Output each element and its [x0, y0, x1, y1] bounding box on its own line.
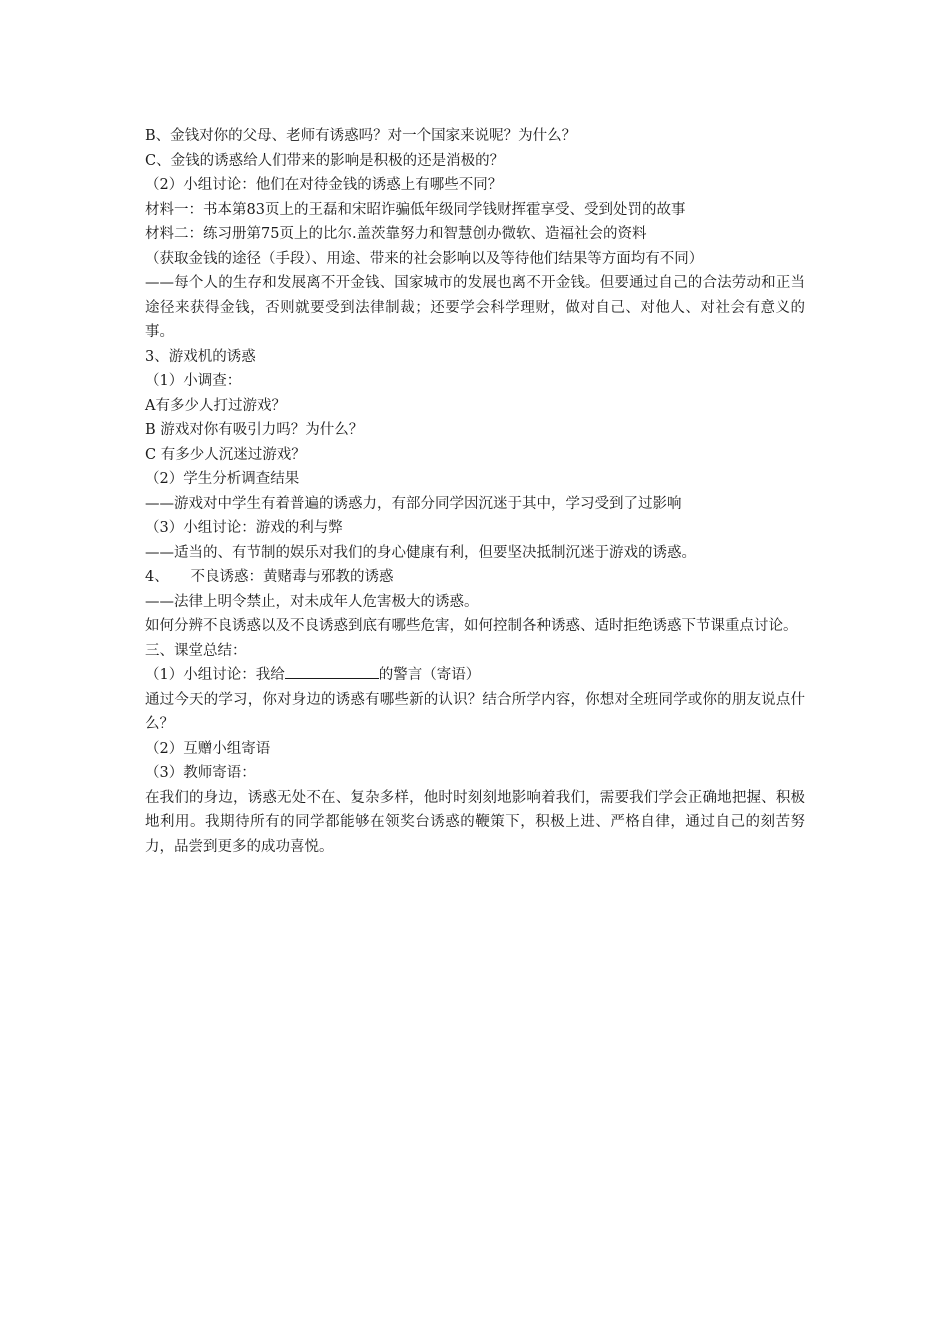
material-one: 材料一：书本第83页上的王磊和宋昭诈骗低年级同学钱财挥霍享受、受到处罚的故事	[145, 201, 686, 218]
bad-temptation-note: ——法律上明令禁止，对未成年人危害极大的诱惑。	[145, 593, 479, 610]
survey-analysis-result: ——游戏对中学生有着普遍的诱惑力，有部分同学因沉迷于其中，学习受到了过影响	[145, 495, 682, 512]
fill-in-blank	[285, 664, 379, 679]
group-discussion-money: （2）小组讨论：他们在对待金钱的诱惑上有哪些不同？	[145, 177, 503, 193]
survey-question-b: B 游戏对你有吸引力吗？为什么？	[145, 422, 364, 438]
section-bad-temptation-heading: 4、 不良诱惑：黄赌毒与邪教的诱惑	[145, 569, 394, 585]
question-c: C、金钱的诱惑给人们带来的影响是积极的还是消极的？	[145, 152, 505, 169]
summary-question: 通过今天的学习，你对身边的诱惑有哪些新的认识？结合所学内容，你想对全班同学或你的朋友说点什么？	[145, 691, 805, 732]
survey-heading: （1）小调查：	[145, 373, 242, 389]
material-note: （获取金钱的途径（手段）、用途、带来的社会影响以及等待他们结果等方面均有不同）	[145, 250, 704, 267]
game-discussion-heading: （3）小组讨论：游戏的利与弊	[145, 520, 343, 536]
next-lesson-note: 如何分辨不良诱惑以及不良诱惑到底有哪些危害，如何控制各种诱惑、适时拒绝诱惑下节课重点讨论。	[145, 618, 798, 634]
summary-heading: 三、课堂总结：	[145, 642, 247, 659]
summary-item-3: （3）教师寄语：	[145, 765, 256, 781]
game-discussion-result: ——适当的、有节制的娱乐对我们的身心健康有利，但要坚决抵制沉迷于游戏的诱惑。	[145, 544, 696, 561]
summary-item-1	[145, 663, 805, 688]
survey-question-c: C 有多少人沉迷过游戏？	[145, 446, 306, 463]
survey-analysis-heading: （2）学生分析调查结果	[145, 471, 300, 487]
question-b: B、金钱对你的父母、老师有诱惑吗？对一个国家来说呢？为什么？	[145, 128, 577, 144]
money-conclusion: ——每个人的生存和发展离不开金钱、国家城市的发展也离不开金钱。但要通过自己的合法劳动和正当途径来获得金钱，否则就要受到法律制裁；还要学会科学理财，做对自己、对他人、对社会有意义的事。	[145, 275, 805, 340]
document-page	[145, 124, 805, 859]
survey-question-a: A有多少人打过游戏？	[145, 397, 286, 414]
closing-paragraph: 在我们的身边，诱惑无处不在、复杂多样，他时时刻刻地影响着我们，需要我们学会正确地把握、积极地利用。我期待所有的同学都能够在领奖台诱惑的鞭策下，积极上进、严格自律，通过自己的刻苦努力，品尝到更多的成功喜悦。	[145, 789, 805, 855]
section-game-heading: 3、游戏机的诱惑	[145, 348, 256, 365]
summary-item-1-suffix: 的警言（寄语）	[378, 667, 481, 683]
material-two: 材料二：练习册第75页上的比尔.盖茨靠努力和智慧创办微软、造福社会的资料	[145, 226, 647, 242]
summary-item-2: （2）互赠小组寄语	[145, 740, 271, 757]
summary-item-1-prefix: （1）小组讨论：我给	[145, 667, 285, 683]
